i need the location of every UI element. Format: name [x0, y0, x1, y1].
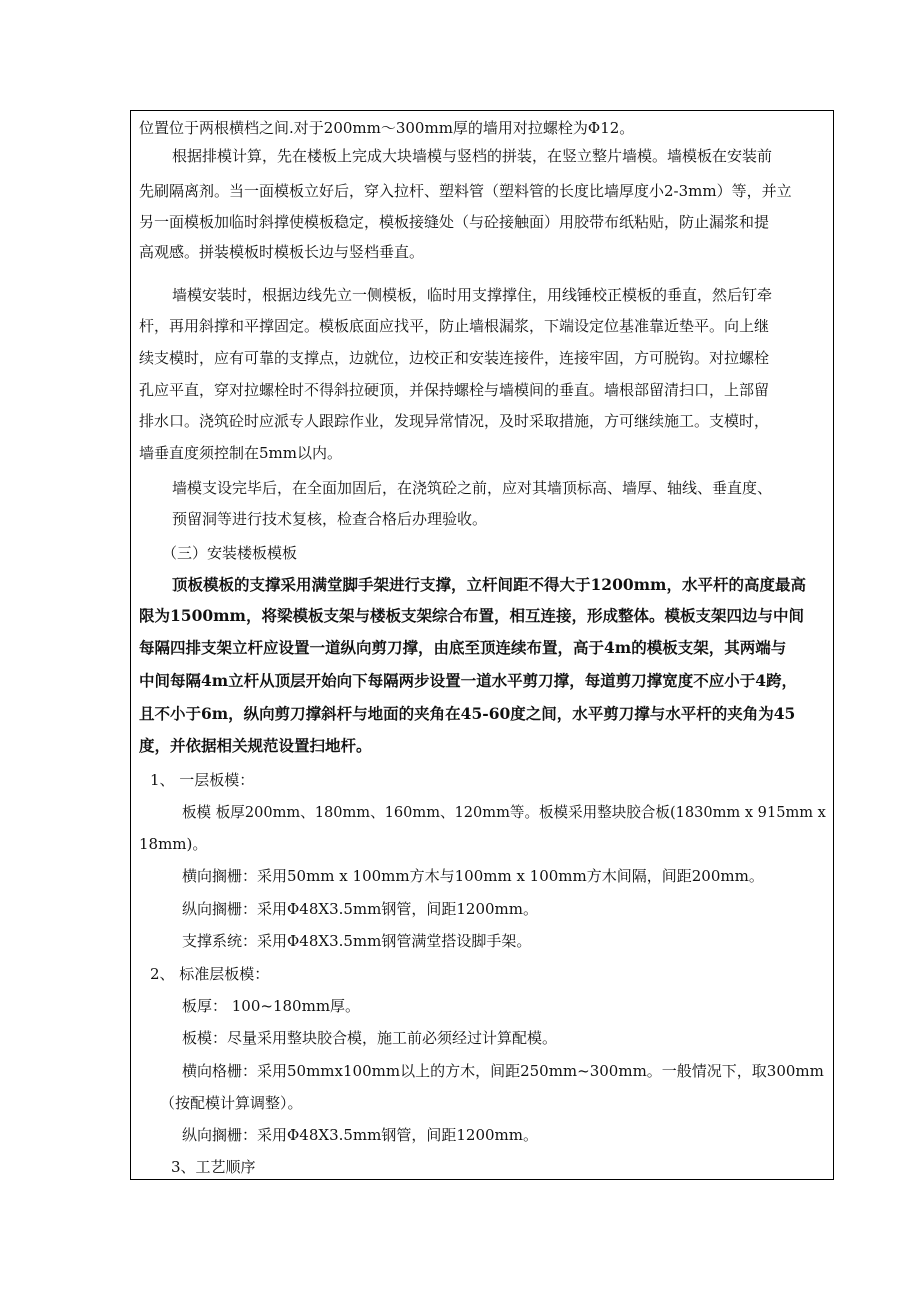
paragraph-line: 先刷隔离剂。当一面模板立好后，穿入拉杆、塑料管（塑料管的长度比墙厚度小2-3mm）等，并立	[139, 182, 792, 200]
paragraph-line: 墙模安装时，根据边线先立一侧模板，临时用支撑撑住，用线锤校正模板的垂直，然后钉牵	[172, 286, 773, 304]
paragraph-line: 板模：尽量采用整块胶合模，施工前必须经过计算配模。	[182, 1029, 558, 1047]
paragraph-line: 墙模支设完毕后，在全面加固后，在浇筑砼之前，应对其墙顶标高、墙厚、轴线、垂直度、	[172, 479, 773, 497]
paragraph-line: 另一面模板加临时斜撑使模板稳定，模板接缝处（与砼接触面）用胶带布纸粘贴，防止漏浆和提	[139, 213, 770, 231]
paragraph-line: 排水口。浇筑砼时应派专人跟踪作业，发现异常情况，及时采取措施，方可继续施工。支模时，	[139, 412, 770, 430]
paragraph-line: 纵向搁栅：采用Φ48Ⅹ3.5mm钢管，间距1200mm。	[182, 900, 538, 918]
list-heading: 2、 标准层板模：	[150, 965, 270, 983]
bold-paragraph-line: 且不小于6m，纵向剪刀撑斜杆与地面的夹角在45-60度之间，水平剪刀撑与水平杆的夹角为45	[139, 704, 796, 723]
paragraph-line: 墙垂直度须控制在5mm以内。	[139, 444, 342, 462]
bold-paragraph-line: 顶板模板的支撑采用满堂脚手架进行支撑，立杆间距不得大于1200mm，水平杆的高度最高	[172, 575, 806, 594]
paragraph-line: 板厚： 100~180mm厚。	[182, 997, 361, 1015]
paragraph-line: 板模 板厚200mm、180mm、160mm、120mm等。板模采用整块胶合板(1830mm x 915mm x	[182, 803, 826, 821]
paragraph-line: 续支模时，应有可靠的支撑点，边就位，边校正和安装连接件，连接牢固，方可脱钩。对拉螺栓	[139, 349, 770, 367]
paragraph-line: 支撑系统：采用Φ48Ⅹ3.5mm钢管满堂搭设脚手架。	[182, 932, 532, 950]
paragraph-line: 位置位于两根横档之间.对于200mm～300mm厚的墙用对拉螺栓为Φ12。	[139, 119, 635, 137]
bold-paragraph-line: 限为1500mm，将梁模板支架与楼板支架综合布置，相互连接，形成整体。模板支架四边与中间	[139, 606, 804, 625]
paragraph-line: （按配模计算调整）。	[160, 1094, 303, 1112]
bold-paragraph-line: 每隔四排支架立杆应设置一道纵向剪刀撑，由底至顶连续布置，高于4m的模板支架，其两端与	[139, 638, 787, 657]
paragraph-line: 18mm)。	[139, 835, 208, 853]
paragraph-line: 预留洞等进行技术复核，检查合格后办理验收。	[172, 510, 488, 528]
paragraph-line: 杆，再用斜撑和平撑固定。模板底面应找平，防止墙根漏浆，下端设定位基准靠近垫平。向上继	[139, 317, 770, 335]
list-heading: 3、工艺顺序	[171, 1158, 256, 1176]
bold-paragraph-line: 中间每隔4m立杆从顶层开始向下每隔两步设置一道水平剪刀撑，每道剪刀撑宽度不应小于4跨，	[139, 671, 797, 690]
bold-paragraph-line: 度，并依据相关规范设置扫地杆。	[139, 736, 372, 755]
paragraph-line: 纵向搁栅：采用Φ48Ⅹ3.5mm钢管，间距1200mm。	[182, 1126, 538, 1144]
list-heading: 1、 一层板模：	[150, 771, 255, 789]
paragraph-line: 横向格栅：采用50mmx100mm以上的方木，间距250mm~300mm。一般情况下，取300mm	[182, 1062, 824, 1080]
paragraph-line: 横向搁栅：采用50mm x 100mm方木与100mm x 100mm方木间隔，间距200mm。	[182, 867, 764, 885]
paragraph-line: 根据排模计算，先在楼板上完成大块墙模与竖档的拼装，在竖立整片墙模。墙模板在安装前	[172, 147, 773, 165]
paragraph-line: 高观感。拼装模板时模板长边与竖档垂直。	[139, 243, 425, 261]
section-heading: （三）安装楼板模板	[162, 544, 298, 562]
paragraph-line: 孔应平直，穿对拉螺栓时不得斜拉硬顶，并保持螺栓与墙模间的垂直。墙根部留清扫口，上部留	[139, 381, 770, 399]
